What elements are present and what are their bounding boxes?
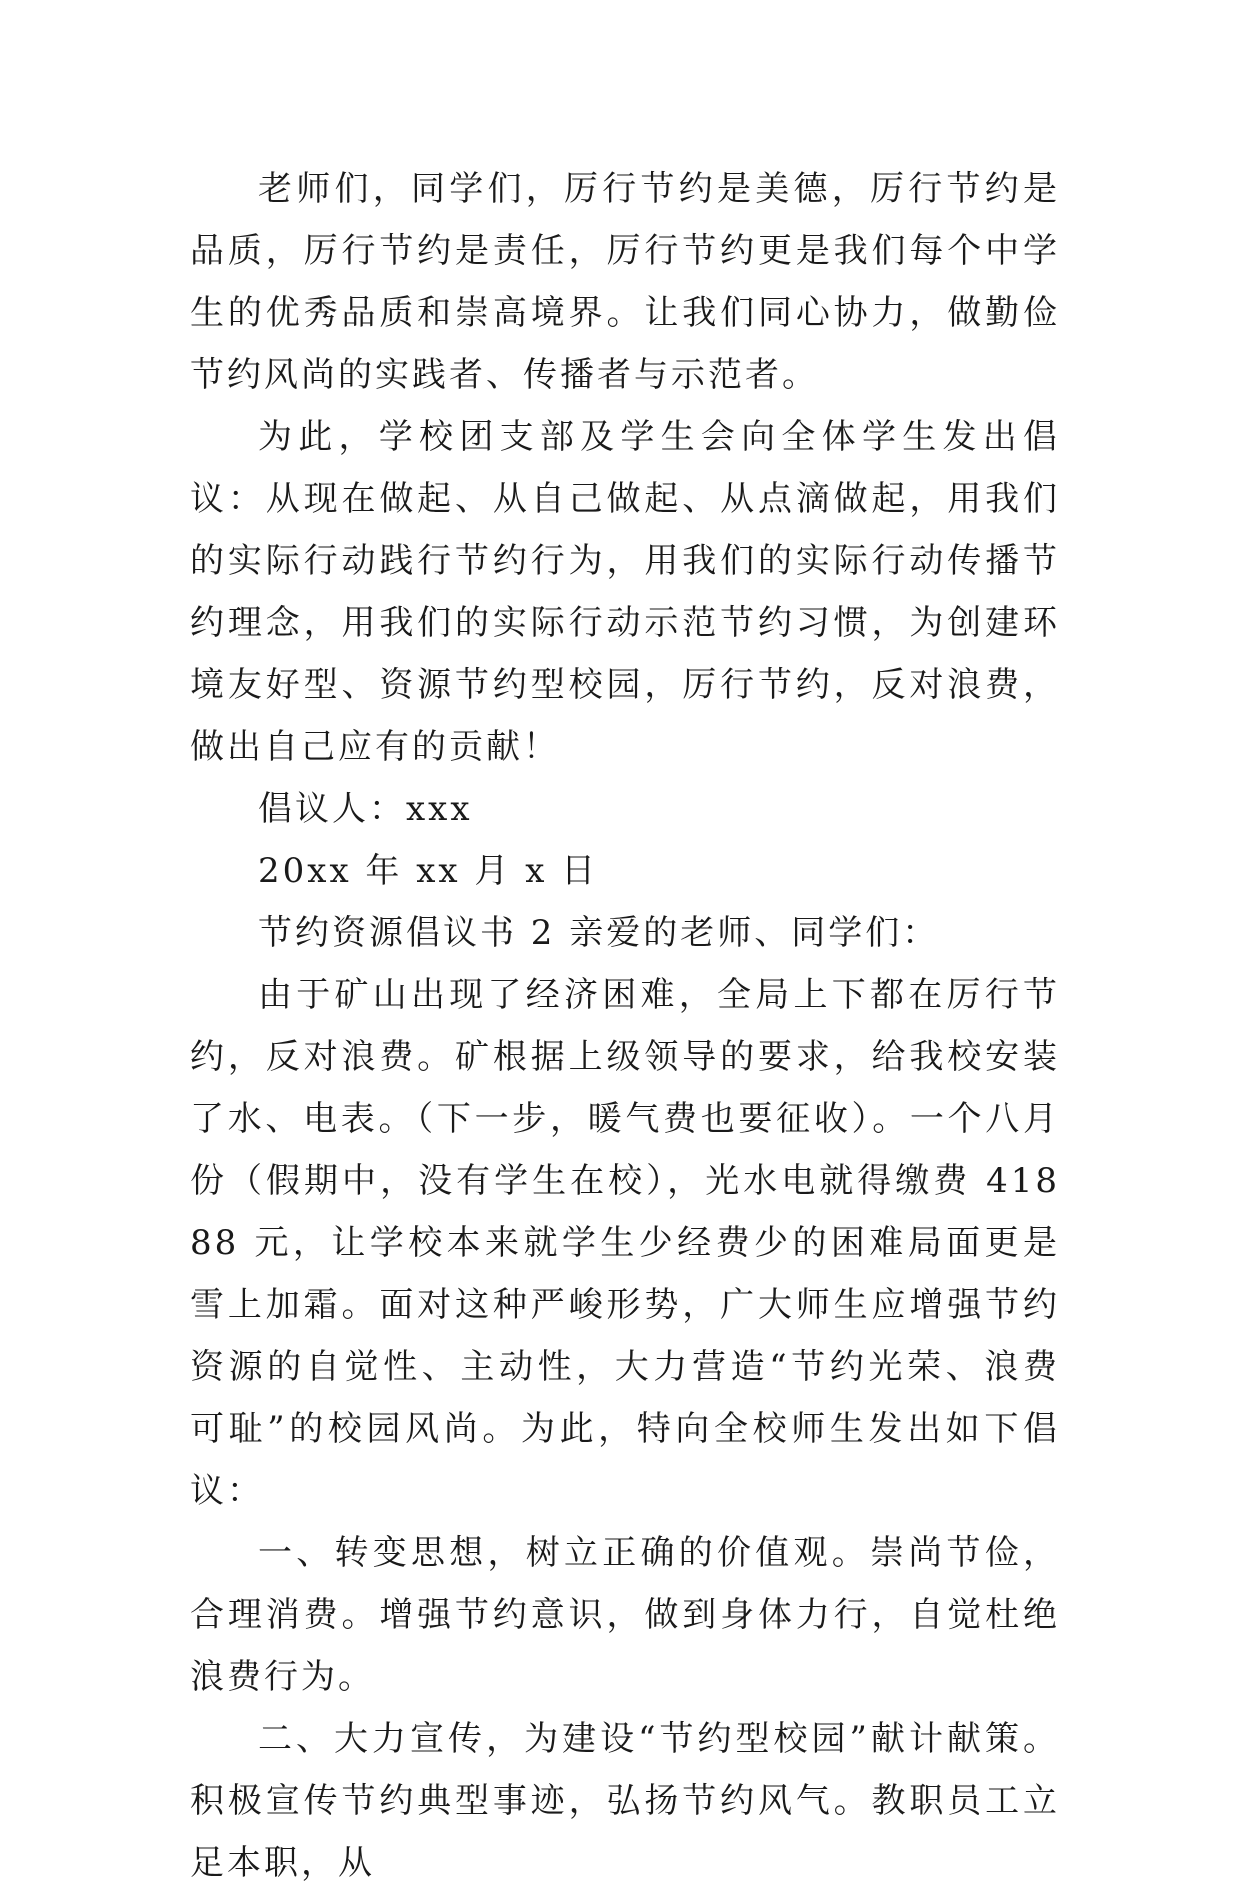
proposal-item-1: 一、转变思想，树立正确的价值观。崇尚节俭，合理消费。增强节约意识，做到身体力行，自觉杜绝浪费行为。 bbox=[190, 1533, 1060, 1697]
document-body bbox=[190, 158, 1060, 1894]
paragraph-background: 由于矿山出现了经济困难，全局上下都在厉行节约，反对浪费。矿根据上级领导的要求，给我校安装了水、电表。（下一步，暖气费也要征收）。一个八月份（假期中，没有学生在校），光水电就得缴费 41888 元，让学校本来就学生少经费少的困难局面更是雪上加霜。面对这种严峻形势，广大师生应增强节约资源的自觉性、主动性，大力营造“节约光荣、浪费可耻”的校园风尚。为此，特向全校师生发出如下倡议： bbox=[190, 975, 1060, 1511]
paragraph-intro-frugality: 老师们，同学们，厉行节约是美德，厉行节约是品质，厉行节约是责任，厉行节约更是我们每个中学生的优秀品质和崇高境界。让我们同心协力，做勤俭节约风尚的实践者、传播者与示范者。 bbox=[190, 169, 1060, 395]
date-line: 20xx 年 xx 月 x 日 bbox=[258, 851, 599, 891]
signature-line: 倡议人：xxx bbox=[258, 789, 473, 829]
proposal-item-2: 二、大力宣传，为建设“节约型校园”献计献策。积极宣传节约典型事迹，弘扬节约风气。教职员工立足本职，从 bbox=[190, 1719, 1060, 1883]
proposal-2-heading: 节约资源倡议书 2 亲爱的老师、同学们： bbox=[258, 913, 940, 953]
paragraph-initiative-call: 为此，学校团支部及学生会向全体学生发出倡议：从现在做起、从自己做起、从点滴做起，用我们的实际行动践行节约行为，用我们的实际行动传播节约理念，用我们的实际行动示范节约习惯，为创建环境友好型、资源节约型校园，厉行节约，反对浪费，做出自己应有的贡献！ bbox=[190, 417, 1060, 767]
